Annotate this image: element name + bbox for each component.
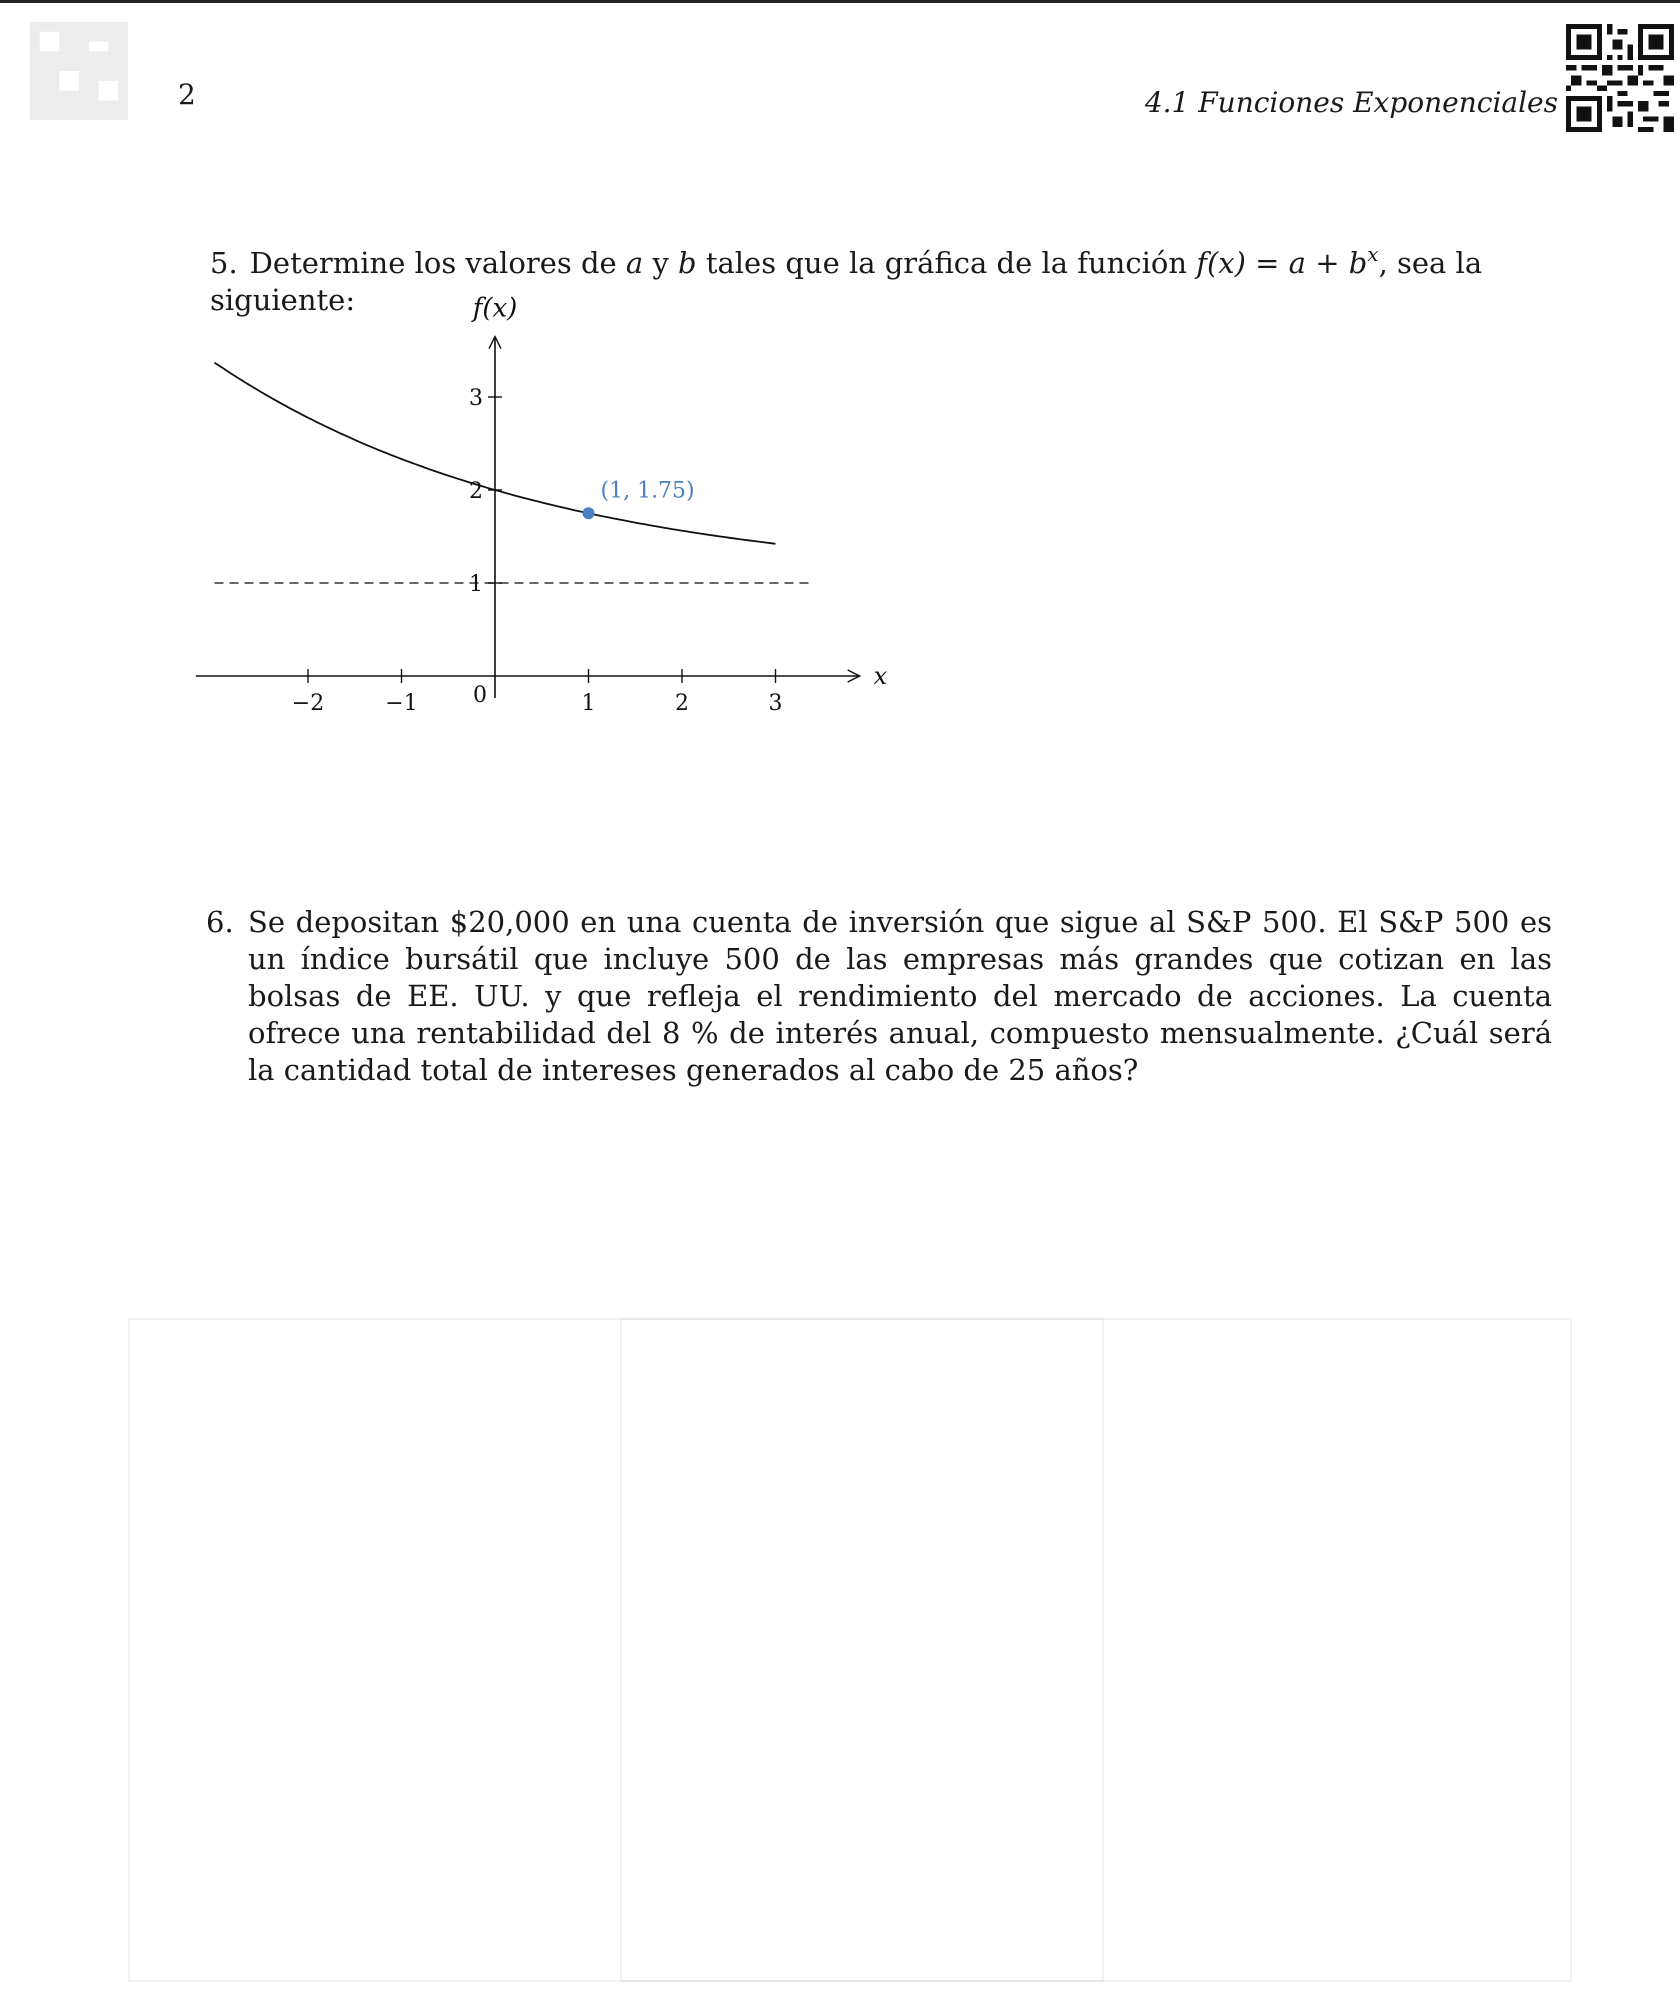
function-expression: f(x) = a + b xyxy=(1196,246,1368,280)
x-tick-label-0: −2 xyxy=(291,691,325,716)
y-tick-label-2: 3 xyxy=(469,386,483,411)
x-axis-label: x xyxy=(873,662,888,690)
bleed-through-box xyxy=(620,1318,1104,1982)
problem-5-number: 5. xyxy=(210,246,238,280)
highlight-point xyxy=(583,507,595,519)
y-tick-label-1: 2 xyxy=(469,479,483,504)
highlight-point-label: (1, 1.75) xyxy=(600,478,695,504)
x-tick-label-4: 3 xyxy=(768,691,783,716)
qr-code-icon xyxy=(1566,24,1674,132)
x-tick-label-1: −1 xyxy=(385,691,418,716)
problem-5-text-end: , sea la siguiente: xyxy=(210,246,1483,317)
variable-b: b xyxy=(678,246,697,280)
y-axis-label: f(x) xyxy=(472,293,518,324)
function-exponent: x xyxy=(1367,242,1379,266)
top-border-line xyxy=(0,0,1680,3)
variable-a: a xyxy=(625,246,644,280)
origin-label: 0 xyxy=(473,683,487,708)
problem-5-text-middle: tales que la gráfica de la función xyxy=(705,246,1188,280)
x-tick-label-3: 2 xyxy=(675,691,689,716)
section-title: 4.1 Funciones Exponenciales xyxy=(1144,86,1558,119)
graph-canvas xyxy=(170,288,890,728)
problem-5-text-start: Determine los valores de xyxy=(249,246,617,280)
x-tick-label-2: 1 xyxy=(581,691,596,716)
exponential-graph xyxy=(170,288,890,732)
qr-code-bleed-icon xyxy=(26,22,132,120)
conjunction-y: y xyxy=(652,246,669,280)
page-number: 2 xyxy=(178,78,196,111)
problem-6-text: Se depositan $20,000 en una cuenta de inversión que sigue al S&P 500. El S&P 500 es un índice bursátil que incluye 500 de las empresas más grandes que cotizan en las bolsas de EE. UU. y que refleja el rendimiento del mercado de acciones. La cuenta ofrece una rentabilidad del 8 % de interés anual, compuesto mensualmente. ¿Cuál será la cantidad total de intereses generados al cabo de 25 años? xyxy=(248,905,1552,1087)
problem-6-number: 6. xyxy=(206,905,234,939)
y-tick-label-0: 1 xyxy=(469,572,483,597)
